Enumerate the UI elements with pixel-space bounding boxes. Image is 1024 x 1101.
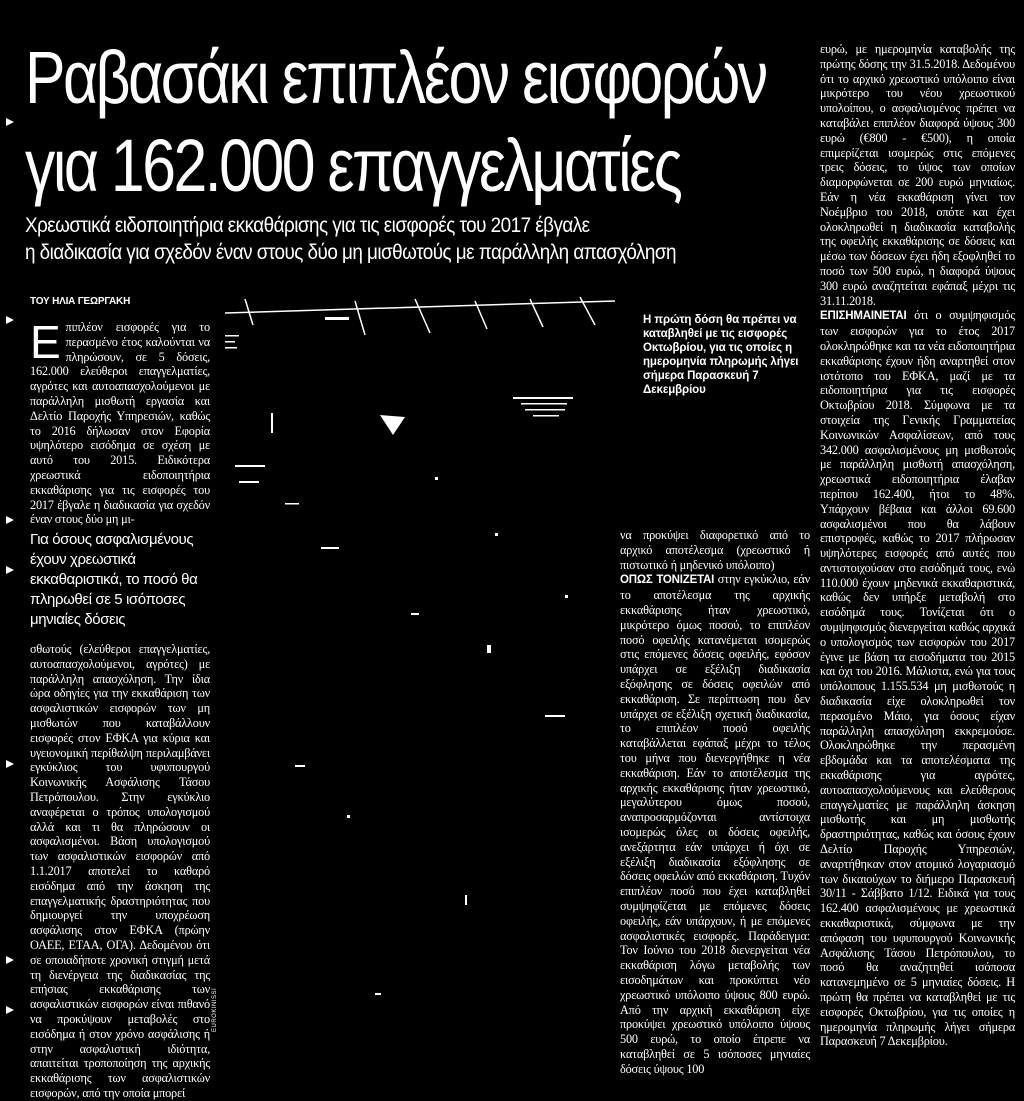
column-1-text: σθωτούς (ελεύθεροι επαγγελματίες, αυτοαπασχολούμενοι, αγρότες) με παράλληλη απασχόληση. Την ίδια ώρα οδηγίες για την εκκαθάριση των ασφαλιστικών εισφορών των μη μισθωτών που καταβάλλουν εισφορές στον ΕΦΚΑ για κύρια και υγειονομική περίθαλψη περιλαμβάνει εγκύκλιος του υφυπουργού Κοινωνικής Ασφάλισης Τάσου Πετρόπουλου. Στην εγκύκλιο αναφέρεται ο τρόπος υπολογισμού αλλά και τι θα πληρώσουν οι ασφαλισμένοι. Βάση υπολογισμού των ασφαλιστικών εισφορών από 1.1.2017 αποτελεί το καθαρό εισόδημα από την άσκηση της επαγγελματικής δραστηριότητας που δημιουργεί την υποχρέωση ασφάλισης στον ΕΦΚΑ (πρώην ΟΑΕΕ, ΕΤΑΑ, ΟΓΑ). Δεδομένου ότι σε οποιαδήποτε χρονική στιγμή μετά τη διενέργεια της διαδικασίας της επήσιας εκκαθάρισης των ασφαλιστικών εισφορών είναι πιθανό να προκύψουν μεταβολές στο εισόδημα ή στον χρόνο ασφάλισης ή στην ασφαλιστική ιδιότητα, απαιτείται τροποποίηση της αρχικής εκκαθάρισης των ασφαλιστικών εισφορών, από την οποία μπορεί [30,642,210,1100]
headline-line-1: Ραβασάκι επιπλέον εισφορών [25,36,766,119]
byline: ΤΟΥ ΗΛΙΑ ΓΕΩΡΓΑΚΗ [30,296,131,307]
column-3-body [620,528,810,1076]
column-4-part-1: ευρώ, με ημερομηνία καταβολής της πρώτης δόσης την 31.5.2018. Δεδομένου ότι το αρχικό χρεωστικό υπόλοιπο είναι μικρότερο του νέου χρεωστικού υπολοίπου, ο ασφαλισμένος πρέπει να καταβάλει επιπλέον διαφορά ύψους 300 ευρώ (€800 - €500), η οποία επιμερίζεται ισομερώς στις επόμενες τρεις δόσεις, το ύψος των οποίων διαμορφώνεται σε 200 ευρώ μηνιαίως. Εάν η νέα εκκαθάριση γίνει τον Νοέμβριο του 2018, οπότε και έχει ολοκληρωθεί η διαδικασία καταβολής της οφειλής εκκαθάρισης σε δόσεις και μέσω των δόσεων έχει ήδη εξοφληθεί το ποσό των 500 ευρώ, η διαφορά ύψους 300 ευρώ αναζητείται εφάπαξ μέχρι τις 31.11.2018. [820,42,1015,308]
column-3-text: στην εγκύκλιο, εάν το αποτέλεσμα της αρχικής εκκαθάρισης ήταν χρεωστικό, μικρότερο όμως ποσού, το επιπλέον ποσό οφειλής κατανέμεται ισομερώς στις επόμενες δόσεις οφειλής, εφόσον υπάρχει σε εξέλιξη διαδικασία εξόφλησης σε δόσεις οφειλών από εκκαθάριση. Σε περίπτωση που δεν υπάρχει σε εξέλιξη σχετική διαδικασία, το επιπλέον ποσό οφειλής καταβάλλεται εφάπαξ μέχρι το τέλος του μήνα που διενεργήθηκε η νέα εκκαθάριση. Εάν το αποτέλεσμα της αρχικής εκκαθάρισης ήταν χρεωστικό, μεγαλύτερου όμως ποσού, αναπροσαρμόζονται αντίστοιχα ισομερώς όλες οι δόσεις οφειλής, ανεξάρτητα εάν υπάρχει ή όχι σε εξέλιξη διαδικασία εξόφλησης σε δόσεις οφειλών από εκκαθάριση. Τυχόν επιπλέον ποσό που έχει καταβληθεί συμψηφίζεται με επόμενες δόσεις οφειλής, εάν υπάρχουν, ή με επόμενες ασφαλιστικές εισφορές. Παράδειγμα: Τον Ιούνιο του 2018 διενεργείται νέα εκκαθάριση λόγω μεταβολής των εισοδημάτων και προκύπτει νέο χρεωστικό υπόλοιπο ύψους 800 ευρώ. Από την αρχική εκκαθάριση είχε προκύψει χρεωστικό υπόλοιπο ύψους 500 ευρώ, το οποίο έπρεπε να καταβληθεί σε 5 ισόποσες μηνιαίες δόσεις ύψους 100 [620,572,810,1076]
margin-arrow-icon [6,1006,14,1014]
margin-arrow-icon [6,516,14,524]
subheadline [25,212,727,266]
headline-line-2: για 162.000 επαγγελματίες [25,124,681,207]
column-1-body [30,642,210,1100]
margin-arrow-icon [6,760,14,768]
margin-arrow-icon [6,316,14,324]
margin-arrow-icon [6,956,14,964]
photo-caption: Η πρώτη δόση θα πρέπει να καταβληθεί με τις εισφορές Οκτωβρίου, για τις οποίες η ημερομηνία πληρωμής λήγει σήμερα Παρασκευή 7 Δεκεμβρίου [643,314,799,396]
column-3-paragraph [620,572,810,1076]
subhead-line-2: η διαδικασία για σχεδόν έναν στους δύο μη μισθωτούς με παράλληλη απασχόληση [25,241,676,264]
column-3-lead: ΟΠΩΣ ΤΟΝΙΖΕΤΑΙ [620,574,715,587]
article-photo [225,295,615,1065]
subhead-line-1: Χρεωστικά ειδοποιητήρια εκκαθάρισης για τις εισφορές του 2017 έβγαλε [25,214,590,237]
night-crowd-photo [225,295,615,1065]
pull-quote: Για όσους ασφαλισμένους έχουν χρεωστικά εκκαθαριστικά, το ποσό θα πληρωθεί σε 5 ισόποσες μηνιαίες δόσεις [30,531,198,628]
column-4-lead: ΕΠΙΣΗΜΑΙΝΕΤΑΙ [820,310,907,323]
column-4-paragraph [820,308,1015,1049]
margin-arrow-icon [6,566,14,574]
dropcap: Ε [30,316,61,368]
intro-paragraph [30,316,210,527]
margin-arrow-icon [6,118,14,126]
column-3-intro: να προκύψει διαφορετικό από το αρχικό αποτέλεσμα (χρεωστικό ή πιστωτικό ή μηδενικό υπόλοιπο) [620,528,810,572]
column-4-body [820,42,1015,1062]
photo-credit: EUROKINISSI [212,987,218,1032]
headline [25,34,766,210]
intro-text: πιπλέον εισφορές για το περασμένο έτος καλούνται να πληρώσουν, σε 5 δόσεις, 162.000 ελεύθεροι επαγγελματίες, αγρότες και αυτοαπασχολούμενοι με παράλληλη μισθωτή εργασία και Δελτίο Παροχής Υπηρεσιών, καθώς το 2016 δήλωσαν στον Εφορία υψηλότερο εισόδημα σε σχέση με αυτό του 2015. Ειδικότερα χρεωστικά ειδοποιητήρια εκκαθάρισης για τις εισφορές του 2017 έβγαλε η διαδικασία για σχεδόν έναν στους δύο μη μι- [30,320,210,527]
column-4-text: ότι ο συμψηφισμός των εισφορών για το έτος 2017 ολοκληρώθηκε και τα νέα ειδοποιητήρια εκκαθάρισης έχουν ήδη αναρτηθεί στον ιστότοπο του ΕΦΚΑ, μαζί με τα ειδοποιητήρια για τις εισφορές Οκτωβρίου 2018. Σύμφωνα με τα στοιχεία της Γενικής Γραμματείας Κοινωνικών Ασφαλίσεων, από τους 342.000 ασφαλισμένους μη μισθωτούς με παράλληλη μισθωτή απασχόληση, χρεωστικά ειδοποιητήρια έλαβαν περίπου 162.400, ήτοι το 48%. Υπάρχουν βέβαια και άλλοι 69.600 ασφαλισμένοι που θα λάβουν επιστροφές, καθώς το 2017 πλήρωσαν υψηλότερες εισφορές από αυτές που αντιστοιχούσαν στο εισόδημά τους, ενώ 110.000 έχουν μηδενικά εκκαθαριστικά, καθώς δεν υπήρξε μεταβολή στο εισόδημά τους. Τονίζεται ότι ο συμψηφισμός διενεργείται καθώς αρχικά ο υπολογισμός των εισφορών του 2017 έγινε με βάση τα εισοδήματα του 2015 και όχι του 2016. Μάλιστα, ενώ για τους υπόλοιπους 1.155.534 μη μισθωτούς η διαδικασία είχε ολοκληρωθεί τον περασμένο Μάιο, για όσους είχαν παράλληλη απασχόληση εκκρεμούσε. Ολοκληρώθηκε την περασμένη εβδομάδα και τα αποτελέσματα της εκκαθάρισης για αγρότες, αυτοαπασχολούμενους και ελεύθερους επαγγελματίες με παράλληλη άσκηση μισθωτής και μη μισθωτής δραστηριότητας, καθώς και όσους έχουν Δελτίο Παροχής Υπηρεσιών, αναρτήθηκαν στον ατομικό λογαριασμό των δικαιούχων το διήμερο Παρασκευή 30/11 - Σάββατο 1/12. Ειδικά για τους 162.400 ασφαλισμένους με χρεωστικά εκκαθαριστικά, σύμφωνα με την απόφαση του υφυπουργού Κοινωνικής Ασφάλισης Τάσου Πετρόπουλου, το ποσό θα αναζητηθεί ισόποσα κατανεμημένο σε 5 μηνιαίες δόσεις. Η πρώτη θα πρέπει να καταβληθεί με τις εισφορές Οκτωβρίου, για τις οποίες η ημερομηνία πληρωμής λήγει σήμερα Παρασκευή 7 Δεκεμβρίου. [820,308,1015,1049]
